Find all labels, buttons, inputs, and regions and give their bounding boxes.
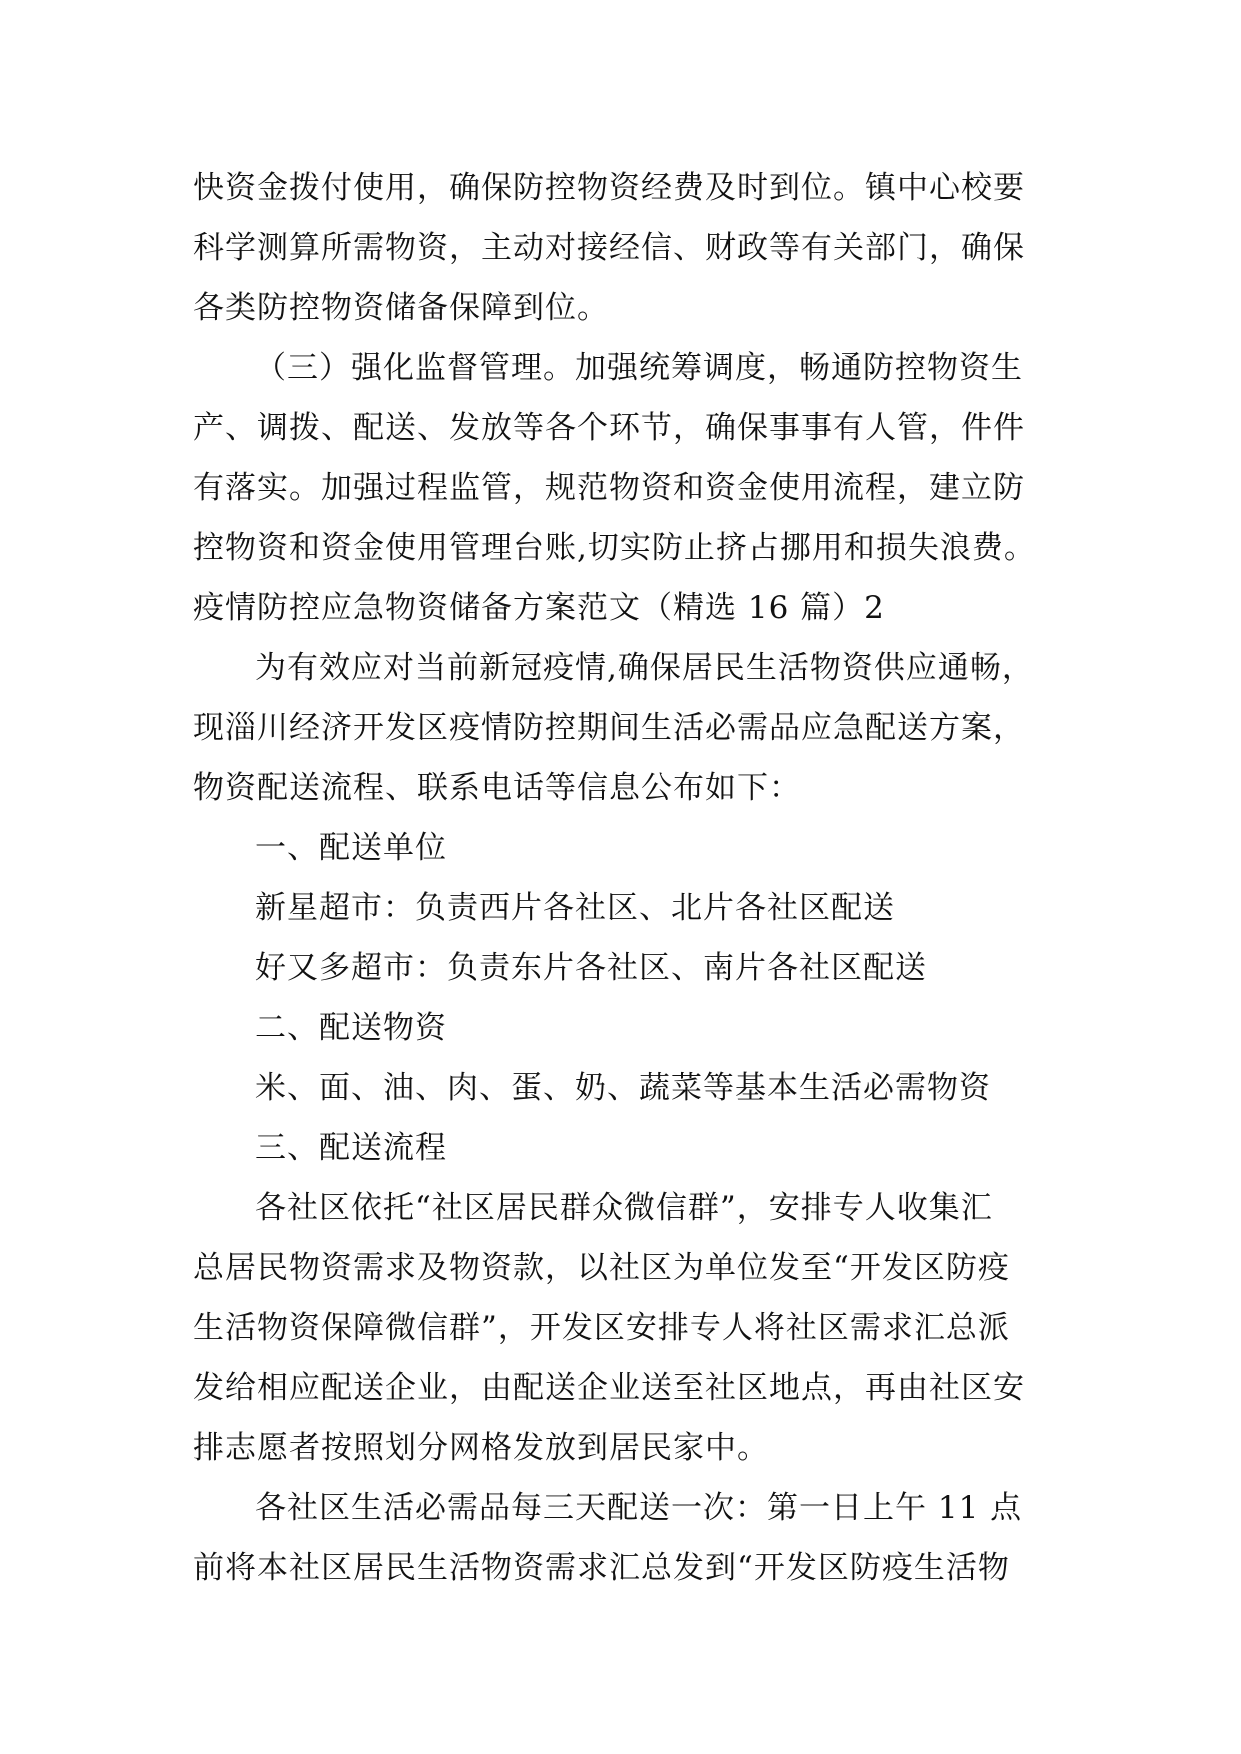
text-line: 控物资和资金使用管理台账,切实防止挤占挪用和损失浪费。 (193, 530, 1036, 566)
text-line: 总居民物资需求及物资款，以社区为单位发至“开发区防疫 (193, 1250, 1010, 1286)
section-heading-line: 一、配送单位 (255, 830, 447, 866)
text-line: 生活物资保障微信群”，开发区安排专人将社区需求汇总派 (193, 1310, 1010, 1346)
text-line: 科学测算所需物资，主动对接经信、财政等有关部门，确保 (193, 230, 1025, 266)
text-line: 米、面、油、肉、蛋、奶、蔬菜等基本生活必需物资 (255, 1070, 991, 1106)
text-line: 产、调拨、配送、发放等各个环节，确保事事有人管，件件 (193, 410, 1025, 446)
text-line: 快资金拨付使用，确保防控物资经费及时到位。镇中心校要 (193, 170, 1025, 206)
text-line: 各社区依托“社区居民群众微信群”，安排专人收集汇 (255, 1190, 993, 1226)
section-heading-line: 三、配送流程 (255, 1130, 447, 1166)
section-heading-line: 二、配送物资 (255, 1010, 447, 1046)
text-line: 各类防控物资储备保障到位。 (193, 290, 609, 326)
text-line: 现淄川经济开发区疫情防控期间生活必需品应急配送方案， (193, 710, 1025, 746)
text-line: 好又多超市：负责东片各社区、南片各社区配送 (255, 950, 927, 986)
text-line: 排志愿者按照划分网格发放到居民家中。 (193, 1430, 769, 1466)
document-body (193, 158, 1053, 1598)
text-line: 新星超市：负责西片各社区、北片各社区配送 (255, 890, 895, 926)
text-line: 前将本社区居民生活物资需求汇总发到“开发区防疫生活物 (193, 1550, 1010, 1586)
text-line: 物资配送流程、联系电话等信息公布如下： (193, 770, 801, 806)
text-line: 有落实。加强过程监管，规范物资和资金使用流程，建立防 (193, 470, 1025, 506)
text-line: 发给相应配送企业，由配送企业送至社区地点，再由社区安 (193, 1370, 1025, 1406)
document-title-line: 疫情防控应急物资储备方案范文（精选 16 篇）2 (193, 590, 885, 626)
text-line: 各社区生活必需品每三天配送一次：第一日上午 11 点 (255, 1490, 1023, 1526)
section-heading-line: （三）强化监督管理。加强统筹调度，畅通防控物资生 (255, 350, 1023, 386)
text-line: 为有效应对当前新冠疫情,确保居民生活物资供应通畅， (255, 650, 1034, 686)
